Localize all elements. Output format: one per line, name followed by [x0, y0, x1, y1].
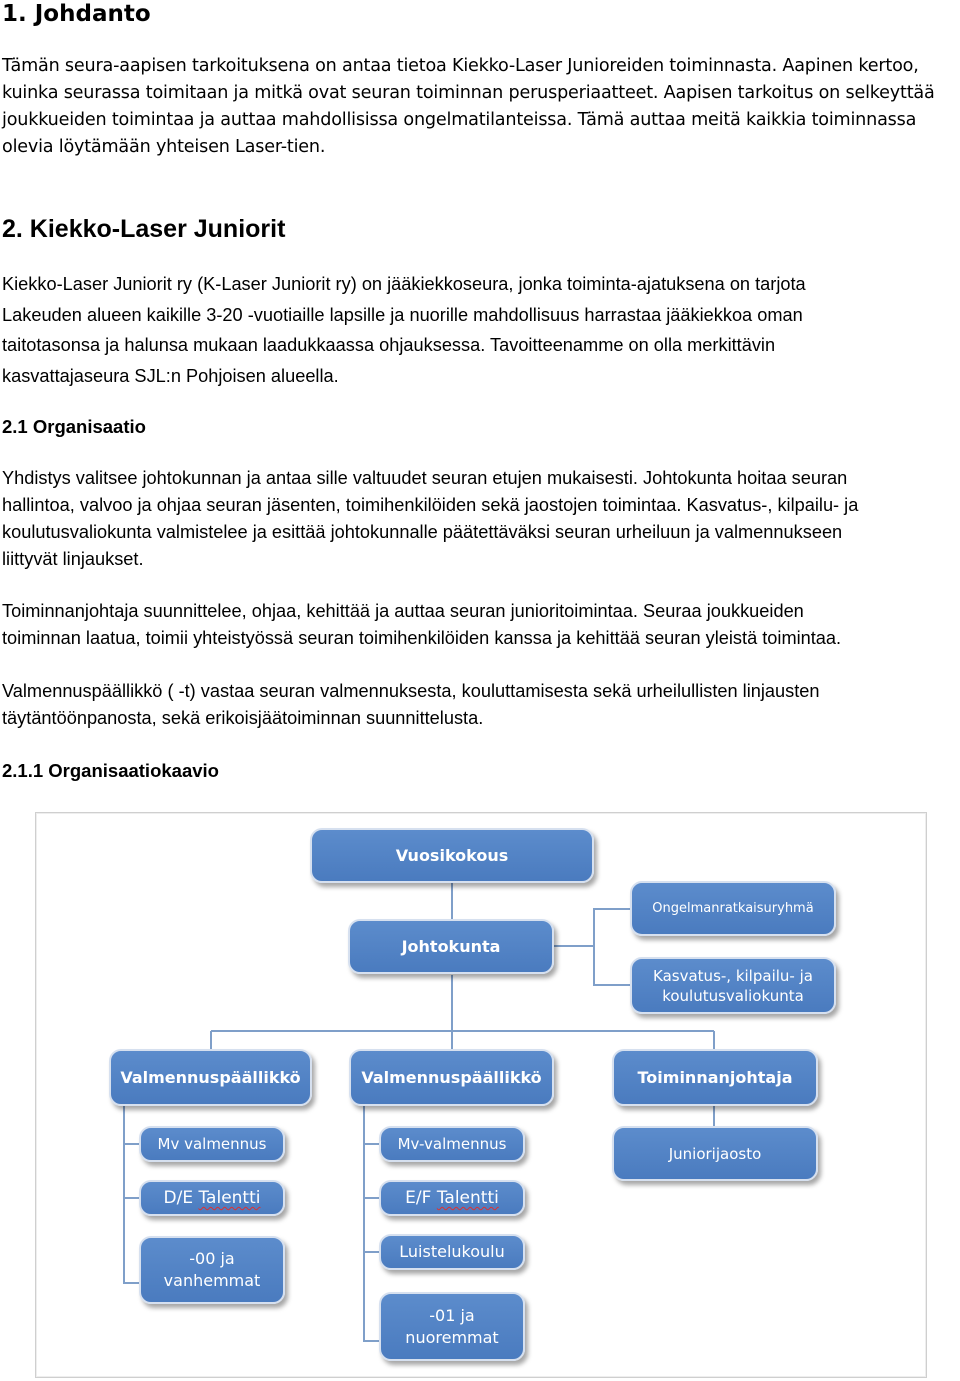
- organisation-line: Toiminnanjohtaja suunnittelee, ohjaa, kehittää ja auttaa seuran junioritoimintaa. Seuraa joukkueiden: [2, 601, 804, 621]
- section-2-title: 2. Kiekko-Laser Juniorit: [2, 215, 286, 243]
- club-line: Lakeuden alueen kaikille 3-20 -vuotiaille lapsille ja nuorille mahdollisuus harrastaa jääkiekkoa oman: [2, 304, 803, 325]
- node-ongelmanratkaisuryhma: Ongelmanratkaisuryhmä: [630, 881, 836, 936]
- organisation-paragraph-3: [2, 678, 960, 732]
- node-de-talentti: D/E Talentti: [139, 1180, 285, 1216]
- node-01-ja-nuoremmat: -01 ja nuoremmat: [379, 1292, 525, 1361]
- intro-line: Tämän seura-aapisen tarkoituksena on antaa tietoa Kiekko-Laser Junioreiden toiminnasta. Aapinen kertoo,: [2, 56, 919, 76]
- node-mv-valmennus-middle: Mv-valmennus: [379, 1126, 525, 1162]
- connector-johtokunta-ongelmanratkaisu: [554, 909, 630, 946]
- node-luistelukoulu: Luistelukoulu: [379, 1234, 525, 1270]
- node-johtokunta: Johtokunta: [348, 919, 554, 974]
- node-valmennuspaallikko-left: Valmennuspäällikkö: [109, 1049, 312, 1106]
- organisation-line: Yhdistys valitsee johtokunnan ja antaa sille valtuudet seuran etujen mukaisesti. Johtokunta hoitaa seuran: [2, 468, 848, 488]
- node-00-ja-vanhemmat: -00 ja vanhemmat: [139, 1236, 285, 1304]
- node-valmennuspaallikko-middle: Valmennuspäällikkö: [349, 1049, 554, 1106]
- node-mv-valmennus-left: Mv valmennus: [139, 1126, 285, 1162]
- intro-paragraph: [2, 53, 960, 161]
- club-line: kasvattajaseura SJL:n Pohjoisen alueella.: [2, 365, 339, 386]
- organisation-line: hallintoa, valvoo ja ohjaa seuran jäsenten, toimihenkilöiden sekä jaostojen toimintaa. Kasvatus-, kilpailu- ja: [2, 495, 859, 515]
- intro-line: olevia löytämään yhteisen Laser-tien.: [2, 137, 326, 157]
- organisation-line: toiminnan laatua, toimii yhteistyössä seuran toimihenkilöiden kanssa ja kehittää seuran yleistä toimintaa.: [2, 628, 842, 648]
- club-line: Kiekko-Laser Juniorit ry (K-Laser Juniorit ry) on jääkiekkoseura, jonka toiminta-ajatuksena on tarjota: [2, 274, 806, 294]
- connector-johtokunta-valiokunta: [594, 946, 630, 985]
- org-chart: [35, 812, 927, 1378]
- organisation-paragraph-1: [2, 465, 960, 573]
- intro-line: kuinka seurassa toimitaan ja mitkä ovat seuran toiminnan perusperiaatteet. Aapisen tarkoitus on selkeyttää: [2, 83, 935, 103]
- organisation-line: liittyvät linjaukset.: [2, 549, 144, 569]
- organisation-paragraph-2: [2, 598, 960, 652]
- intro-line: joukkueiden toimintaa ja auttaa mahdollisissa ongelmatilanteissa. Tämä auttaa meitä kaikkia toiminnassa: [2, 110, 917, 130]
- node-juniorijaosto: Juniorijaosto: [612, 1126, 818, 1181]
- organisation-line: Valmennuspäällikkö ( -t) vastaa seuran valmennuksesta, kouluttamisesta sekä urheilullisten linjausten: [2, 681, 820, 701]
- node-toiminnanjohtaja: Toiminnanjohtaja: [612, 1049, 818, 1106]
- node-valiokunta: Kasvatus-, kilpailu- ja koulutusvaliokunta: [630, 957, 836, 1014]
- section-2-1-title: 2.1 Organisaatio: [2, 416, 146, 437]
- connector-middle-branch: [364, 1105, 379, 1341]
- node-vuosikokous: Vuosikokous: [310, 828, 594, 883]
- club-line: taitotasonsa ja halunsa mukaan laadukkaassa ohjauksessa. Tavoitteenamme on olla merkittävin: [2, 335, 776, 355]
- organisation-line: koulutusvaliokunta valmistelee ja esittää johtokunnalle päätettäväksi seuran urheiluun ja valmennukseen: [2, 522, 843, 542]
- club-paragraph: [2, 269, 960, 391]
- connector-left-branch: [124, 1105, 139, 1283]
- organisation-line: täytäntöönpanosta, sekä erikoisjäätoiminnan suunnittelusta.: [2, 708, 484, 728]
- node-ef-talentti: E/F Talentti: [379, 1180, 525, 1216]
- section-1-title: 1. Johdanto: [2, 1, 151, 27]
- section-2-1-1-title: 2.1.1 Organisaatiokaavio: [2, 760, 219, 781]
